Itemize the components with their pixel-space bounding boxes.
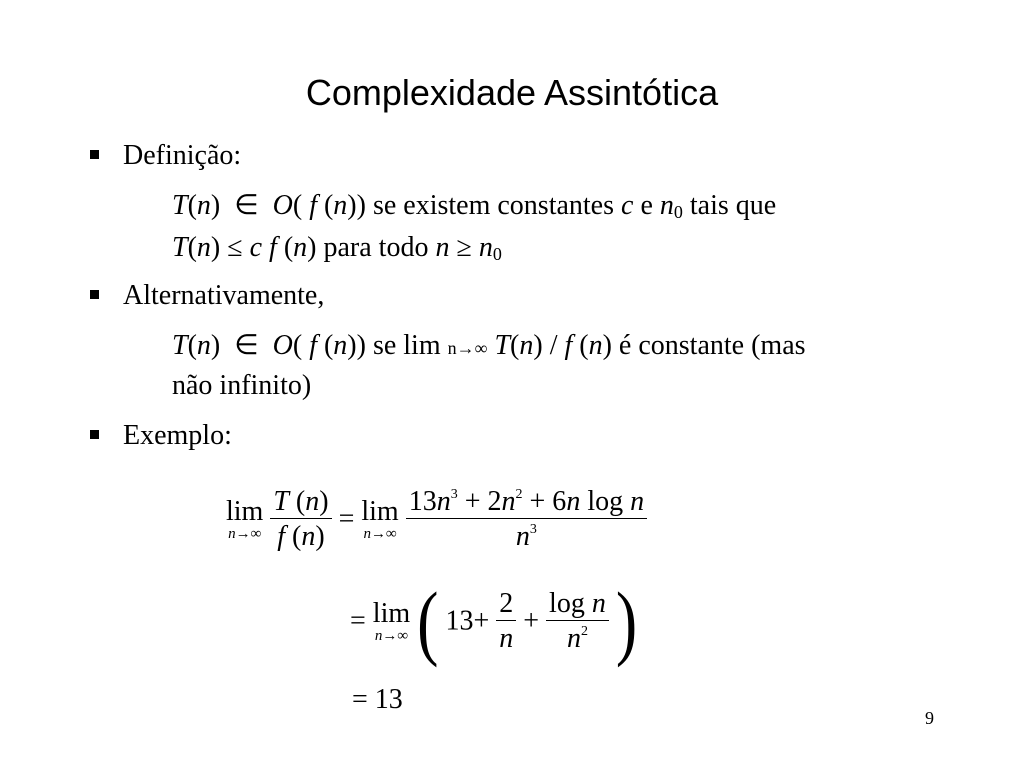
equation-row-3: = 13 — [352, 684, 403, 715]
definition-line-2: T(n) ≤ c f (n) para todo $n \ge n_0$ — [172, 232, 502, 264]
slide-title: Complexidade Assintótica — [305, 72, 719, 113]
limit-operator: lim n→∞ — [226, 495, 264, 542]
bullet-exemplo — [90, 420, 232, 452]
equation-row-1: lim n→∞ $\frac{T (n)}{f (n)}$ = lim n→∞ $\frac{13n^3 + 2n^2 + 6n \log n}{n^3}$ — [226, 486, 647, 553]
definition-and: e — [640, 190, 653, 221]
bullet-label: Exemplo: — [123, 420, 232, 451]
equation-row-2: = lim n→∞ ( 13+ $\frac{2}{n}$ + $\frac{\text{log n}}{n^2}$ ) — [350, 574, 638, 667]
page-number: 9 — [925, 708, 934, 728]
alternative-tail: é constante (mas — [618, 330, 806, 361]
right-paren: ) — [615, 574, 638, 667]
definition-line-1: T(n) ∈ O( f (n)) se existem constantes c e $n_0$ tais que — [172, 190, 777, 222]
equation-result: 13 — [374, 684, 403, 715]
limit-operator: lim n→∞ — [361, 495, 399, 542]
square-bullet-icon — [90, 430, 99, 439]
fraction-polynomial: $\frac{13n^3 + 2n^2 + 6n \log n}{n^3}$ — [406, 486, 647, 553]
fraction-logn-over-n2: $\frac{\text{log n}}{n^2}$ — [546, 588, 609, 655]
square-bullet-icon — [90, 150, 99, 159]
alternative-se-lim: se lim — [372, 330, 441, 361]
limit-operator: lim n→∞ — [372, 597, 411, 644]
definition-para-todo: para todo — [323, 232, 429, 263]
bullet-definicao — [90, 140, 241, 172]
square-bullet-icon — [90, 290, 99, 299]
fraction-tn-fn: $\frac{T (n)}{f (n)}$ — [270, 486, 331, 553]
left-paren: ( — [417, 574, 439, 667]
definition-tail: tais que — [689, 190, 777, 221]
bullet-label: Definição: — [123, 140, 242, 171]
definition-text: se existem constantes — [372, 190, 615, 221]
alternative-line-1: T(n) ∈ O( f (n)) se lim n→∞ T(n) / f (n) é constante (mas — [172, 330, 806, 361]
bullet-label: Alternativamente, — [123, 280, 325, 311]
alternative-line-2: não infinito) — [172, 370, 312, 401]
fraction-2-over-n: $\frac{2}{n}$ — [496, 588, 516, 655]
bullet-alternativamente — [90, 280, 324, 312]
